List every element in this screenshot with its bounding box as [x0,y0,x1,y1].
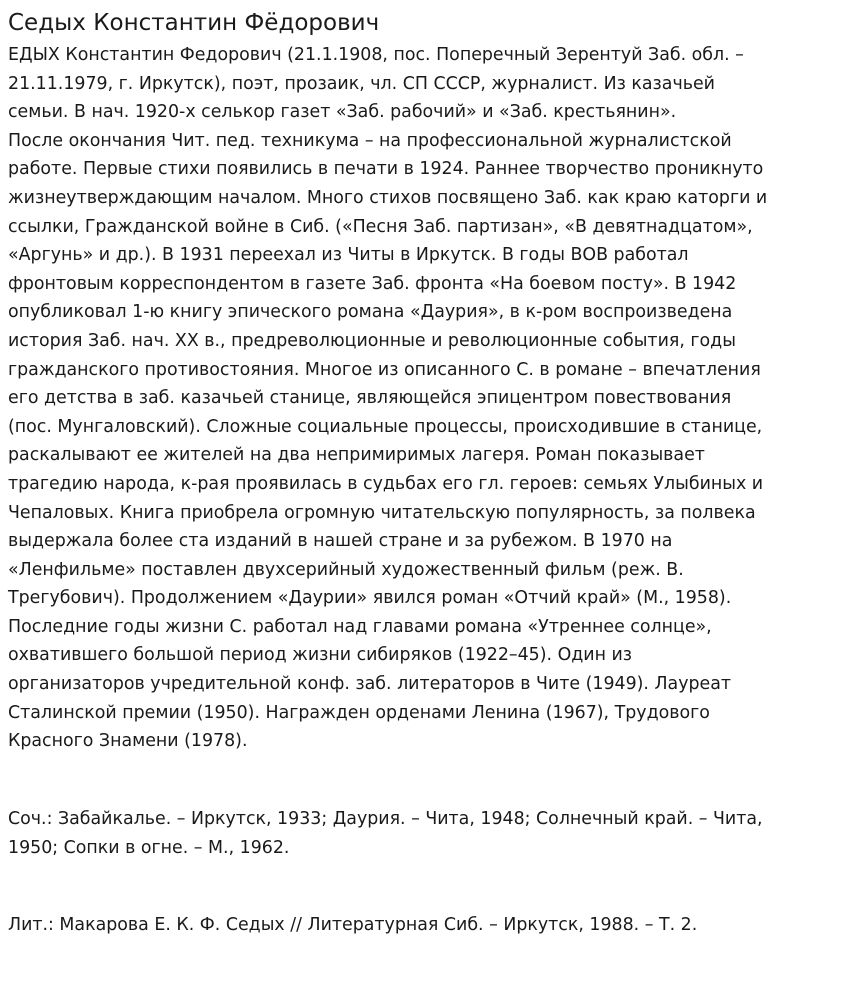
works-line: 1950; Сопки в огне. – М., 1962. [8,837,290,858]
body-line: Красного Знамени (1978). [8,731,248,752]
works-line: Соч.: Забайкалье. – Иркутск, 1933; Даурия. – Чита, 1948; Солнечный край. – Чита, [8,809,763,829]
article-title: Седых Константин Фёдорович [8,10,380,36]
body-line: Последние годы жизни С. работал над главами романа «Утреннее солнце», [8,616,712,637]
body-line: Чепаловых. Книга приобрела огромную читательскую популярность, за полвека [8,502,756,523]
body-line: «Аргунь» и др.). В 1931 переехал из Читы в Иркутск. В годы ВОВ работал [8,245,689,266]
article-body [8,41,840,756]
body-line: фронтовым корреспондентом в газете Заб. фронта «На боевом посту». В 1942 [8,273,737,294]
body-line: трагедию народа, к-рая проявилась в судьбах его гл. героев: семьях Улыбиных и [8,473,764,494]
body-line: 21.11.1979, г. Иркутск), поэт, прозаик, чл. СП СССР, журналист. Из казачьей [8,73,715,94]
article [8,0,840,935]
body-line: его детства в заб. казачьей станице, являющейся эпицентром повествования [8,388,732,409]
body-line: охватившего большой период жизни сибиряков (1922–45). Один из [8,645,633,666]
body-line: Сталинской премии (1950). Награжден орденами Ленина (1967), Трудового [8,702,710,723]
body-line: «Ленфильме» поставлен двухсерийный художественный фильм (реж. В. [8,559,684,580]
body-line: история Заб. нач. XX в., предреволюционные и революционные события, годы [8,330,736,351]
body-line: семьи. В нач. 1920-х селькор газет «Заб. рабочий» и «Заб. крестьянин». [8,102,677,123]
body-line: жизнеутверждающим началом. Много стихов посвящено Заб. как краю каторги и [8,187,768,208]
body-line: раскалывают ее жителей на два непримиримых лагеря. Роман показывает [8,445,705,466]
body-line: После окончания Чит. пед. техникума – на профессиональной журналистской [8,130,732,151]
body-line: опубликовал 1-ю книгу эпического романа «Даурия», в к-ром воспроизведена [8,302,733,323]
body-line: ссылки, Гражданской войне в Сиб. («Песня Заб. партизан», «В девятнадцатом», [8,216,753,237]
literature-reference: Лит.: Макарова Е. К. Ф. Седых // Литературная Сиб. – Иркутск, 1988. – Т. 2. [8,915,698,935]
body-line: работе. Первые стихи появились в печати в 1924. Раннее творчество проникнуто [8,159,764,180]
body-line: (пос. Мунгаловский). Сложные социальные процессы, происходившие в станице, [8,416,763,437]
body-line: гражданского противостояния. Многое из описанного С. в романе – впечатления [8,359,761,380]
works-list [8,805,840,862]
body-line: ЕДЫХ Константин Федорович (21.1.1908, пос. Поперечный Зерентуй Заб. обл. – [8,45,744,65]
body-line: организаторов учредительной конф. заб. литераторов в Чите (1949). Лауреат [8,674,732,695]
body-line: Трегубович). Продолжением «Даурии» явился роман «Отчий край» (М., 1958). [8,588,732,609]
body-line: выдержала более ста изданий в нашей стране и за рубежом. В 1970 на [8,531,673,552]
